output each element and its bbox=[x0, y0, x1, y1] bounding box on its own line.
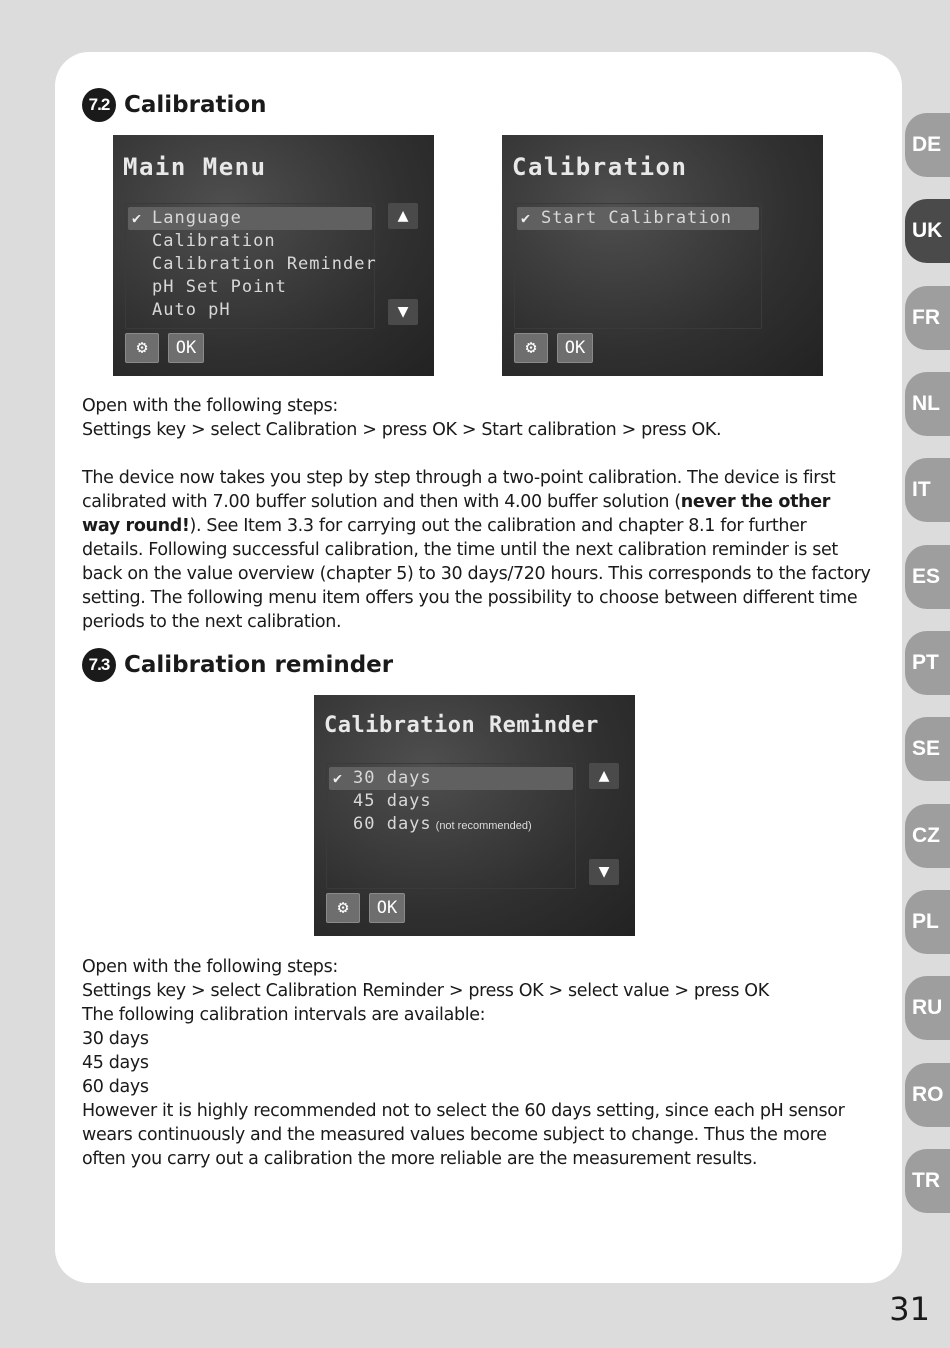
page-number: 31 bbox=[889, 1290, 930, 1328]
tab-uk[interactable]: UK bbox=[905, 199, 950, 263]
tab-pl[interactable]: PL bbox=[905, 890, 950, 954]
menu-item-language[interactable]: ✔ Language bbox=[128, 207, 372, 230]
tab-it[interactable]: IT bbox=[905, 458, 950, 522]
calibration-screen bbox=[502, 135, 823, 376]
ok-button[interactable]: OK bbox=[557, 333, 593, 363]
calibration-reminder-screen bbox=[314, 695, 635, 936]
screen-title: Calibration bbox=[512, 153, 688, 181]
menu-item-60-days[interactable]: 60 days (not recommended) bbox=[353, 814, 532, 834]
interval-item: 60 days bbox=[82, 1077, 149, 1097]
reminder-list bbox=[326, 763, 576, 889]
ok-button[interactable]: OK bbox=[369, 893, 405, 923]
arrow-down-icon[interactable]: ▼ bbox=[388, 299, 418, 325]
section-number-badge: 7.3 bbox=[82, 648, 116, 682]
tab-fr[interactable]: FR bbox=[905, 286, 950, 350]
section-number-badge: 7.2 bbox=[82, 88, 116, 122]
open-steps: Settings key > select Calibration Reminder > press OK > select value > press OK bbox=[82, 981, 769, 1001]
gear-icon[interactable]: ⚙ bbox=[125, 333, 159, 363]
check-icon: ✔ bbox=[521, 209, 532, 227]
gear-icon[interactable]: ⚙ bbox=[326, 893, 360, 923]
menu-item-start-calibration[interactable]: ✔ Start Calibration bbox=[517, 207, 759, 230]
main-menu-screen bbox=[113, 135, 434, 376]
reminder-instructions bbox=[82, 955, 872, 1171]
intervals-intro: The following calibration intervals are available: bbox=[82, 1005, 486, 1025]
interval-item: 30 days bbox=[82, 1029, 149, 1049]
section-title: Calibration bbox=[124, 92, 267, 118]
gear-icon[interactable]: ⚙ bbox=[514, 333, 548, 363]
check-icon: ✔ bbox=[132, 209, 143, 227]
emphasis-text: never the other way round! bbox=[82, 492, 831, 536]
menu-item-30-days[interactable]: ✔ 30 days bbox=[329, 767, 573, 790]
recommendation-text: However it is highly recommended not to select the 60 days setting, since each pH sensor wears continuously and the measured values become subject to change. Thus the more often you carry out a calibration the more reliable are the measurement results. bbox=[82, 1101, 845, 1169]
tab-tr[interactable]: TR bbox=[905, 1149, 950, 1213]
open-steps: Settings key > select Calibration > press OK > Start calibration > press OK. bbox=[82, 420, 722, 440]
tab-es[interactable]: ES bbox=[905, 545, 950, 609]
section-title: Calibration reminder bbox=[124, 652, 394, 678]
open-steps-intro: Open with the following steps: bbox=[82, 396, 338, 416]
section-heading-calibration-reminder bbox=[82, 648, 393, 682]
menu-item-ph-set-point[interactable]: pH Set Point bbox=[152, 277, 287, 297]
not-recommended-note: (not recommended) bbox=[435, 820, 532, 832]
tab-ru[interactable]: RU bbox=[905, 976, 950, 1040]
arrow-up-icon[interactable]: ▲ bbox=[388, 203, 418, 229]
ok-button[interactable]: OK bbox=[168, 333, 204, 363]
interval-item: 45 days bbox=[82, 1053, 149, 1073]
menu-list bbox=[125, 203, 375, 329]
tab-pt[interactable]: PT bbox=[905, 631, 950, 695]
check-icon: ✔ bbox=[333, 769, 344, 787]
arrow-up-icon[interactable]: ▲ bbox=[589, 763, 619, 789]
screen-title: Main Menu bbox=[123, 153, 267, 181]
tab-de[interactable]: DE bbox=[905, 113, 950, 177]
tab-ro[interactable]: RO bbox=[905, 1063, 950, 1127]
calibration-instructions bbox=[82, 394, 872, 634]
tab-cz[interactable]: CZ bbox=[905, 804, 950, 868]
screen-title: Calibration Reminder bbox=[324, 713, 599, 738]
calibration-list bbox=[514, 203, 762, 329]
section-heading-calibration bbox=[82, 88, 267, 122]
calibration-description: The device now takes you step by step through a two-point calibration. The device is first calibrated with 7.00 buffer solution and then with 4.00 buffer solution (never the other way round!). See Item 3.3 for carrying out the calibration and chapter 8.1 for further details. Following successful calibration, the time until the next calibration reminder is set back on the value overview (chapter 5) to 30 days/720 hours. This corresponds to the factory setting. The following menu item offers you the possibility to choose between different time periods to the next calibration. bbox=[82, 468, 871, 632]
menu-item-calibration[interactable]: Calibration bbox=[152, 231, 276, 251]
tab-se[interactable]: SE bbox=[905, 717, 950, 781]
open-steps-intro: Open with the following steps: bbox=[82, 957, 338, 977]
menu-item-auto-ph[interactable]: Auto pH bbox=[152, 300, 231, 320]
menu-item-45-days[interactable]: 45 days bbox=[353, 791, 432, 811]
menu-item-calibration-reminder[interactable]: Calibration Reminder bbox=[152, 254, 377, 274]
arrow-down-icon[interactable]: ▼ bbox=[589, 859, 619, 885]
tab-nl[interactable]: NL bbox=[905, 372, 950, 436]
